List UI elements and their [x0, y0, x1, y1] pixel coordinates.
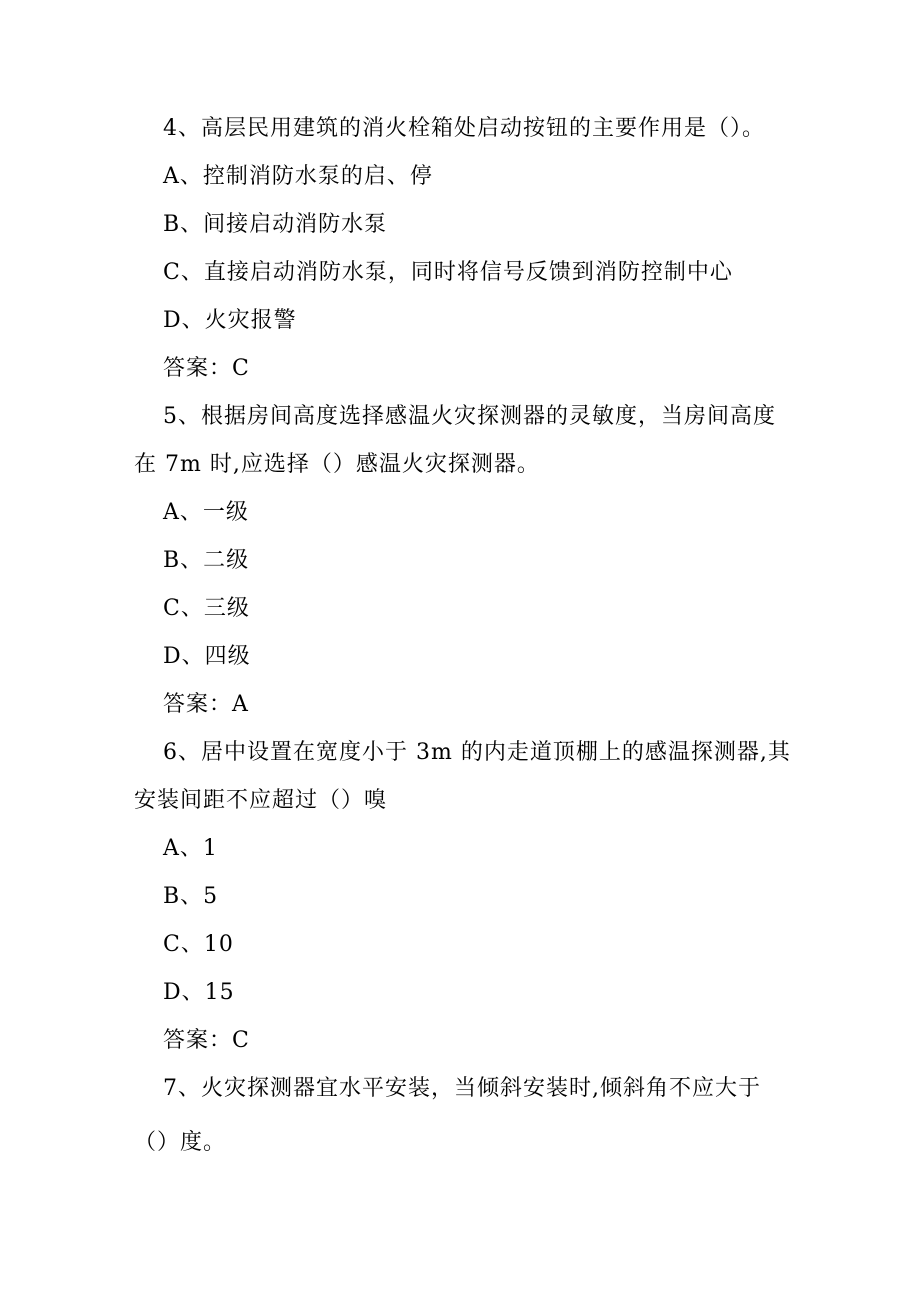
question-stem: 4、高层民用建筑的消火栓箱处启动按钮的主要作用是（）。 — [163, 116, 765, 141]
option-b: B、二级 — [163, 548, 250, 573]
option-d: D、15 — [163, 980, 235, 1005]
answer: 答案：C — [163, 356, 250, 381]
question-stem: 5、根据房间高度选择感温火灾探测器的灵敏度，当房间高度 — [163, 404, 776, 429]
question-stem-continued: 在 7m 时,应选择（）感温火灾探测器。 — [134, 452, 540, 477]
option-d: D、火灾报警 — [163, 308, 297, 333]
option-b: B、5 — [163, 884, 219, 909]
option-d: D、四级 — [163, 644, 251, 669]
answer: 答案：A — [163, 692, 249, 717]
option-c: C、三级 — [163, 596, 250, 621]
option-a: A、一级 — [163, 500, 249, 525]
option-a: A、控制消防水泵的启、停 — [163, 164, 433, 189]
question-stem-continued: （）度。 — [134, 1130, 227, 1155]
answer: 答案：C — [163, 1028, 250, 1053]
option-c: C、直接启动消防水泵，同时将信号反馈到消防控制中心 — [163, 260, 733, 285]
option-b: B、间接启动消防水泵 — [163, 212, 388, 237]
option-a: A、1 — [163, 836, 218, 861]
option-c: C、10 — [163, 932, 234, 957]
question-stem-continued: 安装间距不应超过（）嗅 — [134, 788, 388, 813]
question-stem: 6、居中设置在宽度小于 3m 的内走道顶棚上的感温探测器,其 — [163, 740, 791, 765]
question-stem: 7、火灾探测器宜水平安装，当倾斜安装时,倾斜角不应大于 — [163, 1076, 761, 1101]
